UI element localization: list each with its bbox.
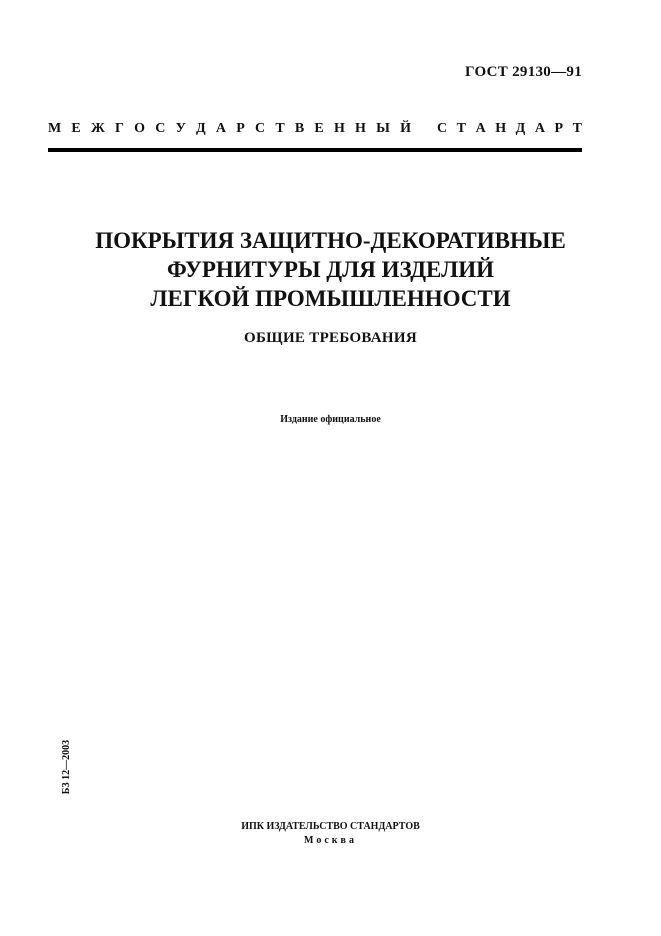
- header-word-standard: [437, 121, 582, 137]
- header-letter: Р: [554, 121, 564, 136]
- title-line-2: ФУРНИТУРЫ ДЛЯ ИЗДЕЛИЙ: [166, 257, 495, 282]
- header-letter: М: [48, 121, 62, 136]
- edition-note: Издание официальное: [280, 414, 381, 425]
- header-word-interstate: [48, 121, 411, 137]
- header-letter: Т: [572, 121, 582, 136]
- header-letter: Н: [495, 121, 507, 136]
- document-code: ГОСТ 29130—91: [464, 64, 582, 80]
- header-letter: Ж: [90, 121, 105, 136]
- header-letter: А: [475, 121, 486, 136]
- header-letter: Р: [236, 121, 245, 136]
- header-letter: А: [215, 121, 227, 136]
- header-letter: В: [294, 121, 305, 136]
- header-letter: Д: [196, 121, 206, 136]
- header-letter: У: [175, 121, 186, 136]
- header-letter: Т: [456, 121, 467, 136]
- header-letter: Е: [314, 121, 324, 136]
- publisher-block: [0, 820, 661, 848]
- header-letter: Й: [400, 121, 411, 136]
- header-letter: Г: [115, 121, 124, 136]
- header-letter: Т: [275, 121, 285, 136]
- publisher-city: Москва: [304, 835, 357, 846]
- header-letter: С: [254, 121, 266, 136]
- title-line-3: ЛЕГКОЙ ПРОМЫШЛЕННОСТИ: [150, 286, 511, 311]
- header-letter: Д: [515, 121, 526, 136]
- header-letter: А: [534, 121, 545, 136]
- standard-header: [48, 121, 582, 137]
- header-letter: Н: [333, 121, 345, 136]
- header-letter: О: [134, 121, 146, 136]
- side-code: БЗ 12—2003: [61, 739, 72, 795]
- publisher-name: ИПК ИЗДАТЕЛЬСТВО СТАНДАРТОВ: [241, 821, 420, 832]
- header-letter: Н: [355, 121, 366, 136]
- main-title: [0, 226, 661, 313]
- header-letter: Е: [71, 121, 81, 136]
- title-line-1: ПОКРЫТИЯ ЗАЩИТНО-ДЕКОРАТИВНЫЕ: [95, 228, 566, 253]
- subtitle: ОБЩИЕ ТРЕБОВАНИЯ: [244, 330, 417, 346]
- header-letter: С: [437, 121, 448, 136]
- header-letter: Ы: [376, 121, 390, 136]
- header-rule: [48, 148, 582, 152]
- header-letter: С: [155, 121, 166, 136]
